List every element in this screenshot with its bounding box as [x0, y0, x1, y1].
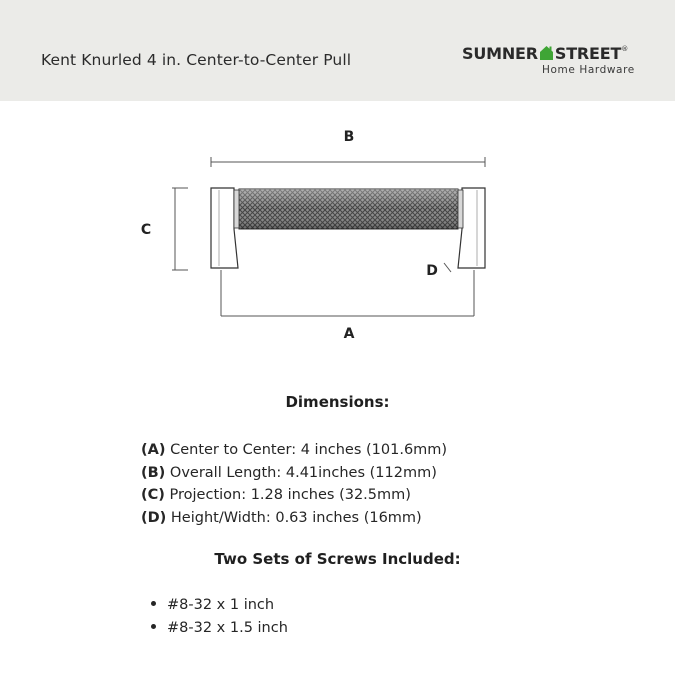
- label-d: D: [426, 263, 438, 279]
- list-item: [151, 594, 288, 617]
- header-bar: [0, 0, 675, 101]
- bullet-icon: [151, 624, 156, 629]
- brand-logo: [462, 40, 642, 80]
- list-item: [141, 507, 447, 530]
- dimension-text: Center to Center: 4 inches (101.6mm): [170, 442, 448, 458]
- pull-diagram: [0, 101, 675, 361]
- screw-text: #8-32 x 1.5 inch: [167, 620, 288, 636]
- list-item: [151, 617, 288, 640]
- list-item: [141, 484, 447, 507]
- dimension-text: Overall Length: 4.41inches (112mm): [169, 464, 437, 481]
- brand-name: SUMNER STREET®: [462, 44, 629, 63]
- list-item: [141, 439, 447, 462]
- screw-text: #8-32 x 1 inch: [167, 597, 275, 613]
- dimension-text: Projection: 1.28 inches (32.5mm): [169, 487, 411, 504]
- dimensions-list: [141, 439, 447, 530]
- screws-heading: Two Sets of Screws Included:: [214, 550, 461, 568]
- dimension-d-pointer: [444, 263, 451, 272]
- dimension-key: (D): [141, 510, 167, 527]
- dimension-key: (B): [141, 464, 166, 481]
- bullet-icon: [151, 601, 156, 606]
- label-c: C: [140, 222, 152, 238]
- dimension-b-line: [211, 157, 485, 167]
- dimensions-heading: Dimensions:: [285, 393, 390, 411]
- dimension-c-line: [172, 188, 188, 270]
- dimension-key: (A): [141, 442, 166, 458]
- label-b: B: [343, 129, 355, 145]
- product-title: Kent Knurled 4 in. Center-to-Center Pull: [41, 51, 352, 69]
- brand-subtitle: Home Hardware: [542, 64, 635, 76]
- house-icon: [539, 45, 554, 65]
- list-item: [141, 462, 447, 485]
- brand-name-right: STREET: [554, 44, 622, 63]
- label-a: A: [343, 326, 355, 342]
- pull-handle: [211, 188, 485, 268]
- brand-name-left: SUMNER: [462, 44, 538, 63]
- screws-list: [151, 594, 288, 640]
- dimension-text: Height/Width: 0.63 inches (16mm): [170, 510, 422, 527]
- dimension-key: (C): [141, 487, 165, 504]
